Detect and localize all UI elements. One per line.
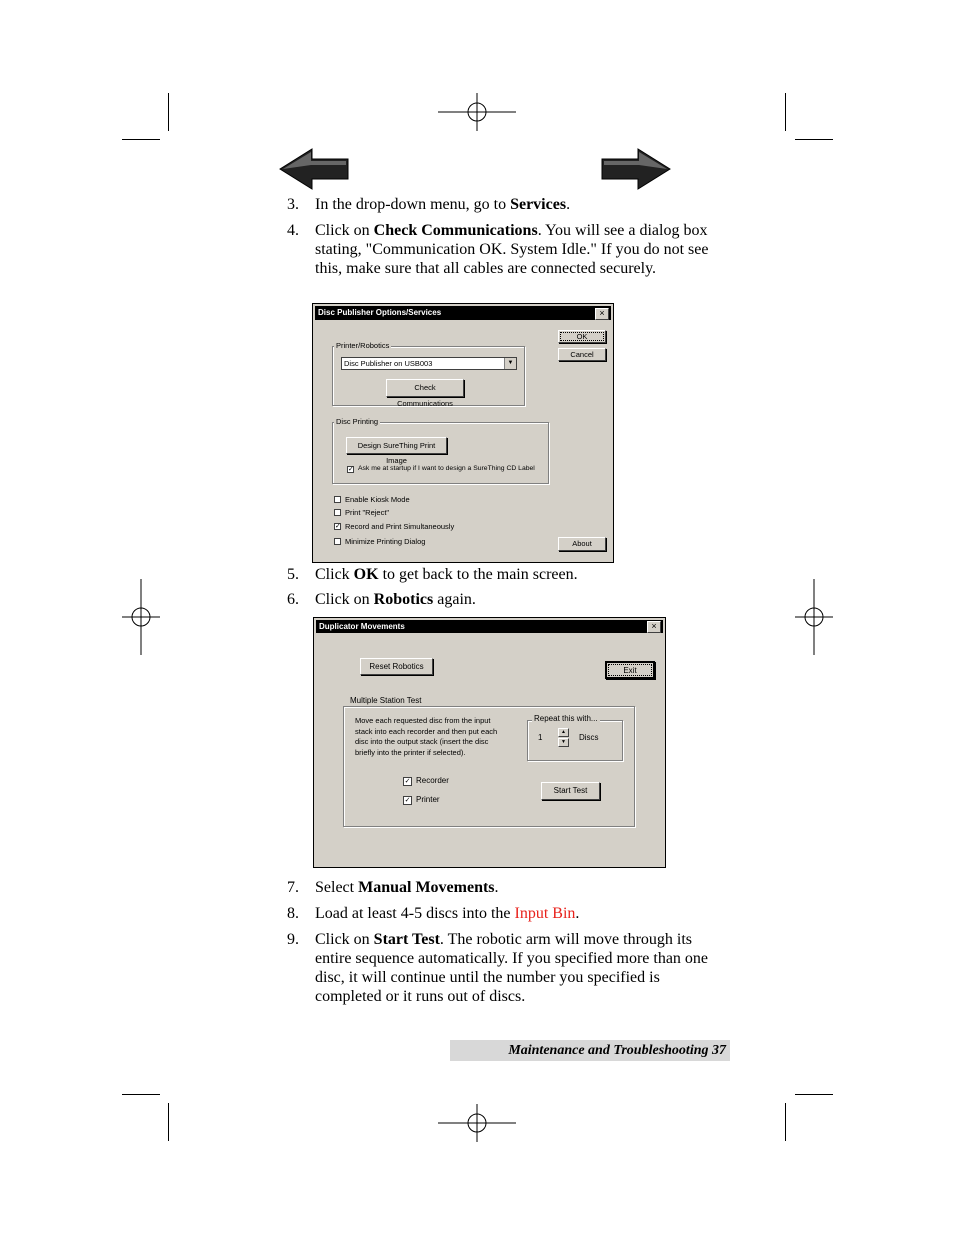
minimize-printing-checkbox[interactable] xyxy=(334,538,341,545)
step-bold-term: Robotics xyxy=(373,591,434,608)
step-bold-term: Check Communications xyxy=(373,222,538,239)
print-reject-checkbox[interactable] xyxy=(334,509,341,516)
disc-publisher-options-dialog xyxy=(312,303,614,563)
check-communications-button[interactable]: Check Communications xyxy=(386,379,464,397)
step-text: Load at least 4-5 discs into the xyxy=(315,905,515,922)
printer-label: Printer xyxy=(416,795,440,804)
step-text: . xyxy=(575,905,580,922)
step-text: Select xyxy=(315,879,359,896)
exit-button[interactable]: Exit xyxy=(605,661,655,679)
registration-mark-left xyxy=(122,579,160,655)
recorder-label: Recorder xyxy=(416,776,449,785)
step-number: 6. xyxy=(287,591,299,608)
registration-mark-right xyxy=(795,579,833,655)
step-text: Click on xyxy=(315,222,374,239)
printer-checkbox[interactable]: ✓ xyxy=(404,797,411,804)
step-number: 8. xyxy=(287,905,299,922)
previous-page-arrow-icon[interactable] xyxy=(278,147,350,191)
repeat-count-value[interactable]: 1 xyxy=(538,733,543,742)
step-text: again. xyxy=(433,591,476,608)
recorder-checkbox[interactable]: ✓ xyxy=(404,778,411,785)
spin-up-icon[interactable]: ▲ xyxy=(558,728,569,737)
step-text: In the drop-down menu, go to xyxy=(315,196,511,213)
spin-down-icon[interactable]: ▼ xyxy=(558,738,569,747)
ask-at-startup-label: Ask me at startup if I want to design a SureThing CD Label xyxy=(358,465,535,472)
dialog-title: Disc Publisher Options/Services xyxy=(318,308,442,317)
registration-mark-bottom xyxy=(438,1104,516,1142)
step-number: 9. xyxy=(287,931,299,948)
multiple-station-test-label: Multiple Station Test xyxy=(350,696,422,705)
step-bold-term: Manual Movements xyxy=(358,879,495,896)
next-page-arrow-icon[interactable] xyxy=(600,147,672,191)
printer-select-value: Disc Publisher on USB003 xyxy=(344,359,433,368)
printer-robotics-label: Printer/Robotics xyxy=(336,341,390,350)
footer-text: Maintenance and Troubleshooting 37 xyxy=(508,1043,726,1058)
step-text: . The robotic arm will move through its entire sequence automatically. If you specified more than one disc, it will continue until the number you specified is completed or it runs out of discs. xyxy=(315,931,709,1005)
discs-label: Discs xyxy=(579,733,599,742)
dialog-title-bar xyxy=(316,620,663,633)
repeat-label: Repeat this with... xyxy=(534,714,598,723)
minimize-printing-label: Minimize Printing Dialog xyxy=(345,537,426,546)
step-text: Click xyxy=(315,566,354,583)
printer-select[interactable] xyxy=(341,357,517,370)
step-number: 5. xyxy=(287,566,299,583)
disc-printing-label: Disc Printing xyxy=(336,417,379,426)
registration-mark-top xyxy=(438,93,516,131)
step-number: 7. xyxy=(287,879,299,896)
step-bold-term: OK xyxy=(353,566,379,583)
enable-kiosk-label: Enable Kiosk Mode xyxy=(345,495,410,504)
step-number: 4. xyxy=(287,222,299,239)
enable-kiosk-checkbox[interactable] xyxy=(334,496,341,503)
start-test-button[interactable]: Start Test xyxy=(541,782,600,800)
design-surething-button[interactable]: Design SureThing Print Image xyxy=(346,437,447,454)
repeat-spinner[interactable] xyxy=(558,728,569,747)
input-bin-link[interactable]: Input Bin xyxy=(514,905,576,922)
ok-button[interactable]: OK xyxy=(558,330,606,343)
about-button[interactable]: About xyxy=(558,537,606,551)
duplicator-movements-dialog xyxy=(313,617,666,868)
page-footer xyxy=(450,1040,730,1061)
record-and-print-checkbox[interactable]: ✓ xyxy=(335,523,341,530)
step-text: . xyxy=(494,879,499,896)
step-number: 3. xyxy=(287,196,299,213)
record-and-print-label: Record and Print Simultaneously xyxy=(345,522,455,531)
dialog-title: Duplicator Movements xyxy=(319,622,405,631)
step-text: to get back to the main screen. xyxy=(378,566,578,583)
ask-at-startup-checkbox[interactable]: ✓ xyxy=(348,466,354,473)
test-description: Move each requested disc from the input stack into each recorder and then put each disc into the output stack (insert the disc briefly into the printer if selected). xyxy=(355,716,498,757)
step-text: Click on xyxy=(315,931,374,948)
print-reject-label: Print "Reject" xyxy=(345,508,390,517)
reset-robotics-button[interactable]: Reset Robotics xyxy=(360,658,433,675)
step-bold-term: Start Test xyxy=(373,931,440,948)
step-bold-term: Services xyxy=(510,196,567,213)
close-icon[interactable]: × xyxy=(647,621,661,633)
step-text: . You will see a dialog box stating, "Communication OK. System Idle." If you do not see this, make sure that all cables are connected securely. xyxy=(315,222,709,277)
chevron-down-icon[interactable]: ▼ xyxy=(504,358,516,369)
close-icon[interactable]: × xyxy=(595,308,609,320)
cancel-button[interactable]: Cancel xyxy=(558,348,606,361)
step-text: Click on xyxy=(315,591,374,608)
step-text: . xyxy=(566,196,571,213)
dialog-title-bar xyxy=(315,306,611,320)
